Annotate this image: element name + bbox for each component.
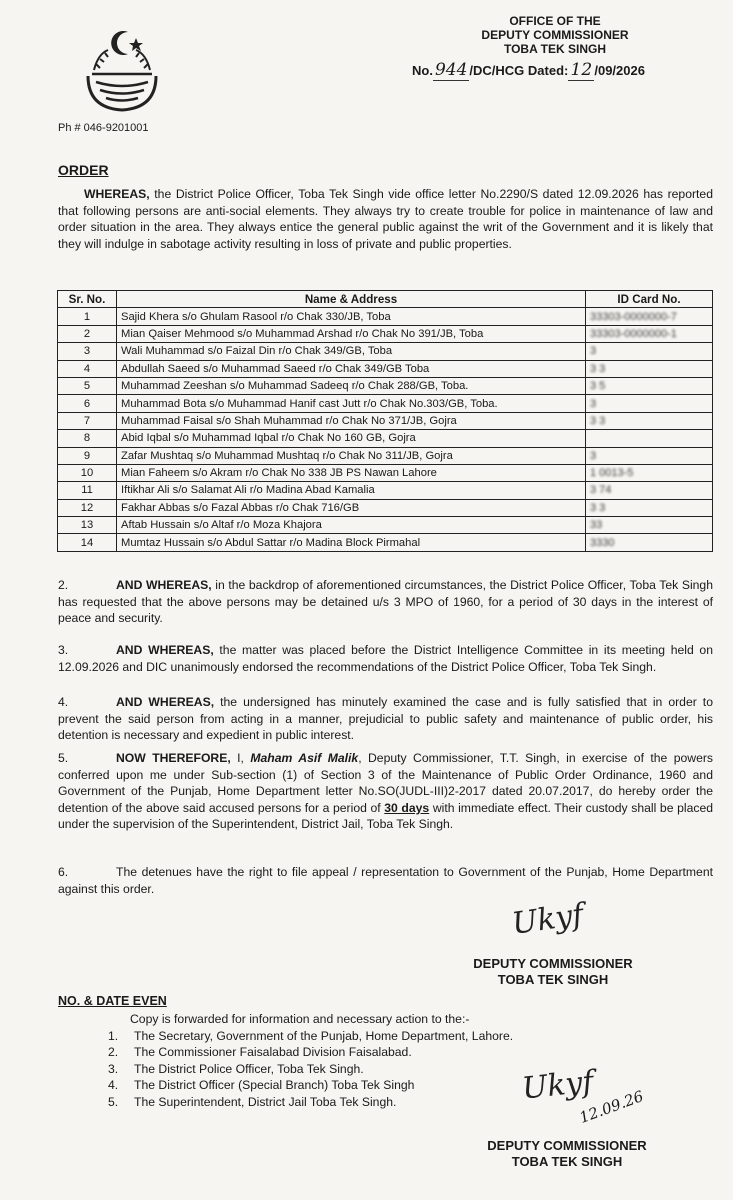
item-text: The District Police Officer, Toba Tek Singh.: [134, 1061, 364, 1076]
para-number: 6.: [58, 865, 69, 879]
para-lead: AND WHEREAS,: [116, 578, 212, 592]
id-value: 3: [590, 397, 597, 410]
name-cell: Wali Muhammad s/o Faizal Din r/o Chak 349/GB, Toba: [117, 343, 586, 360]
table-row: [58, 412, 713, 429]
ref-prefix: No.: [412, 63, 433, 78]
signature-date: 12.09.26: [576, 1087, 646, 1127]
header-name-address: Name & Address: [117, 291, 586, 308]
id-cell: [586, 430, 713, 447]
sr-cell: 13: [58, 517, 117, 534]
sr-cell: 14: [58, 534, 117, 551]
id-value: 3 3: [590, 414, 606, 427]
name-cell: Muhammad Zeeshan s/o Muhammad Sadeeq r/o Chak 288/GB, Toba.: [117, 377, 586, 394]
copy-forwarded-line: Copy is forwarded for information and necessary action to the:-: [130, 1012, 470, 1026]
table-row: [58, 464, 713, 481]
ref-number: 944: [434, 60, 468, 80]
reference-line: [412, 60, 645, 81]
id-value: 3: [590, 449, 597, 462]
para-text: the undersigned has minutely examined the case and is fully satisfied that in order to prevent the said person from acting in a manner, prejudicial to public safety and maintenance of public order, his detention is necessary and expedient in public interest.: [58, 695, 713, 743]
id-cell: [586, 499, 713, 516]
id-cell: [586, 517, 713, 534]
detention-period: 30 days: [384, 800, 430, 815]
sr-cell: 12: [58, 499, 117, 516]
sr-cell: 8: [58, 430, 117, 447]
office-line2: DEPUTY COMMISSIONER: [481, 28, 629, 42]
para-lead: NOW THEREFORE,: [116, 751, 231, 765]
list-item: [108, 1094, 513, 1110]
office-heading: [390, 14, 720, 56]
sr-cell: 4: [58, 360, 117, 377]
detainee-table: [57, 290, 713, 552]
whereas-text: the District Police Officer, Toba Tek Singh vide office letter No.2290/S dated 12.09.2026 has reported that following persons are anti-social elements. They always try to create trouble for police in maintenance of law and order situation in the area. They always entice the general public against the writ of the Government and it is likely that they will indulge in sabotage activity resulting in loss of private and public properties.: [58, 187, 713, 251]
paragraph-4: [58, 694, 713, 744]
signatory-title: DEPUTY COMMISSIONER: [473, 956, 633, 971]
name-cell: Mian Qaiser Mehmood s/o Muhammad Arshad r/o Chak No 391/JB, Toba: [117, 325, 586, 342]
paragraph-2: [58, 577, 713, 627]
phone-number: Ph # 046-9201001: [58, 122, 149, 134]
distribution-list: [108, 1028, 513, 1110]
id-cell: [586, 482, 713, 499]
para-text: the matter was placed before the District Intelligence Committee in its meeting held on 12.09.2026 and DIC unanimously endorsed the recommendations of the District Police Officer, Toba Tek Singh.: [58, 643, 713, 674]
name-cell: Abid Iqbal s/o Muhammad Iqbal r/o Chak No 160 GB, Gojra: [117, 430, 586, 447]
sr-cell: 2: [58, 325, 117, 342]
para-text: with immediate effect. Their custody shall be placed under the supervision of the Superintendent, District Jail, Toba Tek Singh.: [58, 800, 713, 832]
table-row: [58, 377, 713, 394]
table-row: [58, 534, 713, 551]
id-cell: [586, 325, 713, 342]
id-cell: [586, 447, 713, 464]
ref-mid: /DC/HCG Dated:: [469, 63, 569, 78]
para-text: , Deputy Commissioner, T.T. Singh, in exercise of the powers conferred upon me under Sub-section (1) of Section 3 of the Maintenance of Public Order Ordinance, 1960 and Government of the Punjab, Home Department letter No.SO(JUDL-III)2-2017 dated 20.07.2017, do hereby order the detention of the above said accused persons for a period of: [58, 751, 714, 815]
table-header-row: [58, 291, 713, 308]
list-item: [108, 1044, 513, 1060]
sr-cell: 3: [58, 343, 117, 360]
name-cell: Aftab Hussain s/o Altaf r/o Moza Khajora: [117, 517, 586, 534]
para-number: 4.: [58, 695, 69, 709]
item-number: 2.: [108, 1045, 119, 1060]
id-value: 3 5: [590, 380, 606, 393]
name-cell: Sajid Khera s/o Ghulam Rasool r/o Chak 330/JB, Toba: [117, 308, 586, 325]
sr-cell: 11: [58, 482, 117, 499]
signatory-location: TOBA TEK SINGH: [511, 1154, 623, 1169]
para-number: 2.: [58, 578, 69, 592]
list-item: [108, 1077, 513, 1093]
id-value: 3 74: [590, 484, 612, 497]
ref-day: 12: [568, 60, 594, 81]
table-row: [58, 360, 713, 377]
paragraph-6: [58, 864, 713, 897]
id-cell: [586, 412, 713, 429]
para-lead: AND WHEREAS,: [116, 695, 215, 709]
list-item: [108, 1028, 513, 1044]
signatory-block: [452, 1138, 682, 1170]
name-cell: Mian Faheem s/o Akram r/o Chak No 338 JB PS Nawan Lahore: [117, 464, 586, 481]
office-line1: OFFICE OF THE: [509, 14, 601, 28]
no-date-even-heading: NO. & DATE EVEN: [58, 994, 167, 1008]
signatory-location: TOBA TEK SINGH: [497, 972, 609, 987]
item-text: The Commissioner Faisalabad Division Faisalabad.: [134, 1045, 412, 1060]
office-line3: TOBA TEK SINGH: [503, 42, 606, 56]
table-row: [58, 343, 713, 360]
para-lead: AND WHEREAS,: [116, 643, 214, 657]
ref-suffix: /09/2026: [594, 63, 645, 78]
signatory-title: DEPUTY COMMISSIONER: [487, 1138, 647, 1153]
id-value: 3 3: [590, 501, 606, 514]
id-value: 3 3: [590, 362, 606, 375]
id-cell: [586, 360, 713, 377]
para-number: 3.: [58, 643, 69, 657]
sr-cell: 5: [58, 377, 117, 394]
para-text: I,: [230, 751, 251, 765]
table-row: [58, 430, 713, 447]
item-number: 4.: [108, 1078, 119, 1093]
table-row: [58, 499, 713, 516]
id-cell: [586, 534, 713, 551]
id-cell: [586, 308, 713, 325]
para-text: The detenues have the right to file appeal / representation to Government of the Punjab, Home Department against this order.: [58, 865, 713, 896]
id-value: 3330: [590, 536, 615, 549]
table-row: [58, 482, 713, 499]
para-text: in the backdrop of aforementioned circumstances, the District Police Officer, Toba Tek Singh has requested that the above persons may be detained u/s 3 MPO of 1960, for a period of 30 days in the interest of peace and security.: [58, 578, 713, 626]
id-cell: [586, 395, 713, 412]
item-number: 5.: [108, 1094, 119, 1109]
item-text: The Secretary, Government of the Punjab, Home Department, Lahore.: [134, 1029, 514, 1043]
id-value: 33: [590, 519, 603, 532]
id-value: 1 0013-5: [590, 467, 634, 480]
item-text: The Superintendent, District Jail Toba Tek Singh.: [134, 1094, 397, 1109]
paragraph-3: [58, 642, 713, 675]
sr-cell: 7: [58, 412, 117, 429]
list-item: [108, 1061, 513, 1077]
table-row: [58, 395, 713, 412]
name-cell: Iftikhar Ali s/o Salamat Ali r/o Madina Abad Kamalia: [117, 482, 586, 499]
item-number: 1.: [108, 1029, 119, 1043]
whereas-paragraph: [58, 186, 713, 252]
name-cell: Muhammad Bota s/o Muhammad Hanif cast Jutt r/o Chak No.303/GB, Toba.: [117, 395, 586, 412]
commissioner-name: Maham Asif Malik: [250, 751, 359, 765]
name-cell: Mumtaz Hussain s/o Abdul Sattar r/o Madina Block Pirmahal: [117, 534, 586, 551]
whereas-lead: WHEREAS,: [84, 187, 150, 201]
header-sr-no: Sr. No.: [58, 291, 117, 308]
sr-cell: 9: [58, 447, 117, 464]
table-row: [58, 447, 713, 464]
header-id-card: ID Card No.: [586, 291, 713, 308]
item-number: 3.: [108, 1061, 119, 1076]
name-cell: Abdullah Saeed s/o Muhammad Saeed r/o Chak 349/GB Toba: [117, 360, 586, 377]
government-emblem-icon: [78, 24, 166, 112]
id-cell: [586, 343, 713, 360]
id-cell: [586, 464, 713, 481]
para-number: 5.: [58, 751, 69, 765]
id-value: 33303-0000000-1: [590, 327, 677, 340]
item-text: The District Officer (Special Branch) Toba Tek Singh: [134, 1078, 415, 1093]
id-value: 3: [590, 345, 597, 358]
id-cell: [586, 377, 713, 394]
signatory-block: [438, 956, 668, 988]
table-row: [58, 517, 713, 534]
name-cell: Zafar Mushtaq s/o Muhammad Mushtaq r/o Chak No 311/JB, Gojra: [117, 447, 586, 464]
signature-mark: Ukyf: [509, 897, 586, 942]
name-cell: Fakhar Abbas s/o Fazal Abbas r/o Chak 716/GB: [117, 499, 586, 516]
sr-cell: 1: [58, 308, 117, 325]
signature-mark: Ukyf: [520, 1064, 596, 1107]
sr-cell: 10: [58, 464, 117, 481]
name-cell: Muhammad Faisal s/o Shah Muhammad r/o Chak No 371/JB, Gojra: [117, 412, 586, 429]
table-row: [58, 325, 713, 342]
id-value: 33303-0000000-7: [590, 310, 677, 323]
order-title: ORDER: [58, 162, 109, 178]
sr-cell: 6: [58, 395, 117, 412]
paragraph-5: [58, 750, 713, 833]
table-row: [58, 308, 713, 325]
